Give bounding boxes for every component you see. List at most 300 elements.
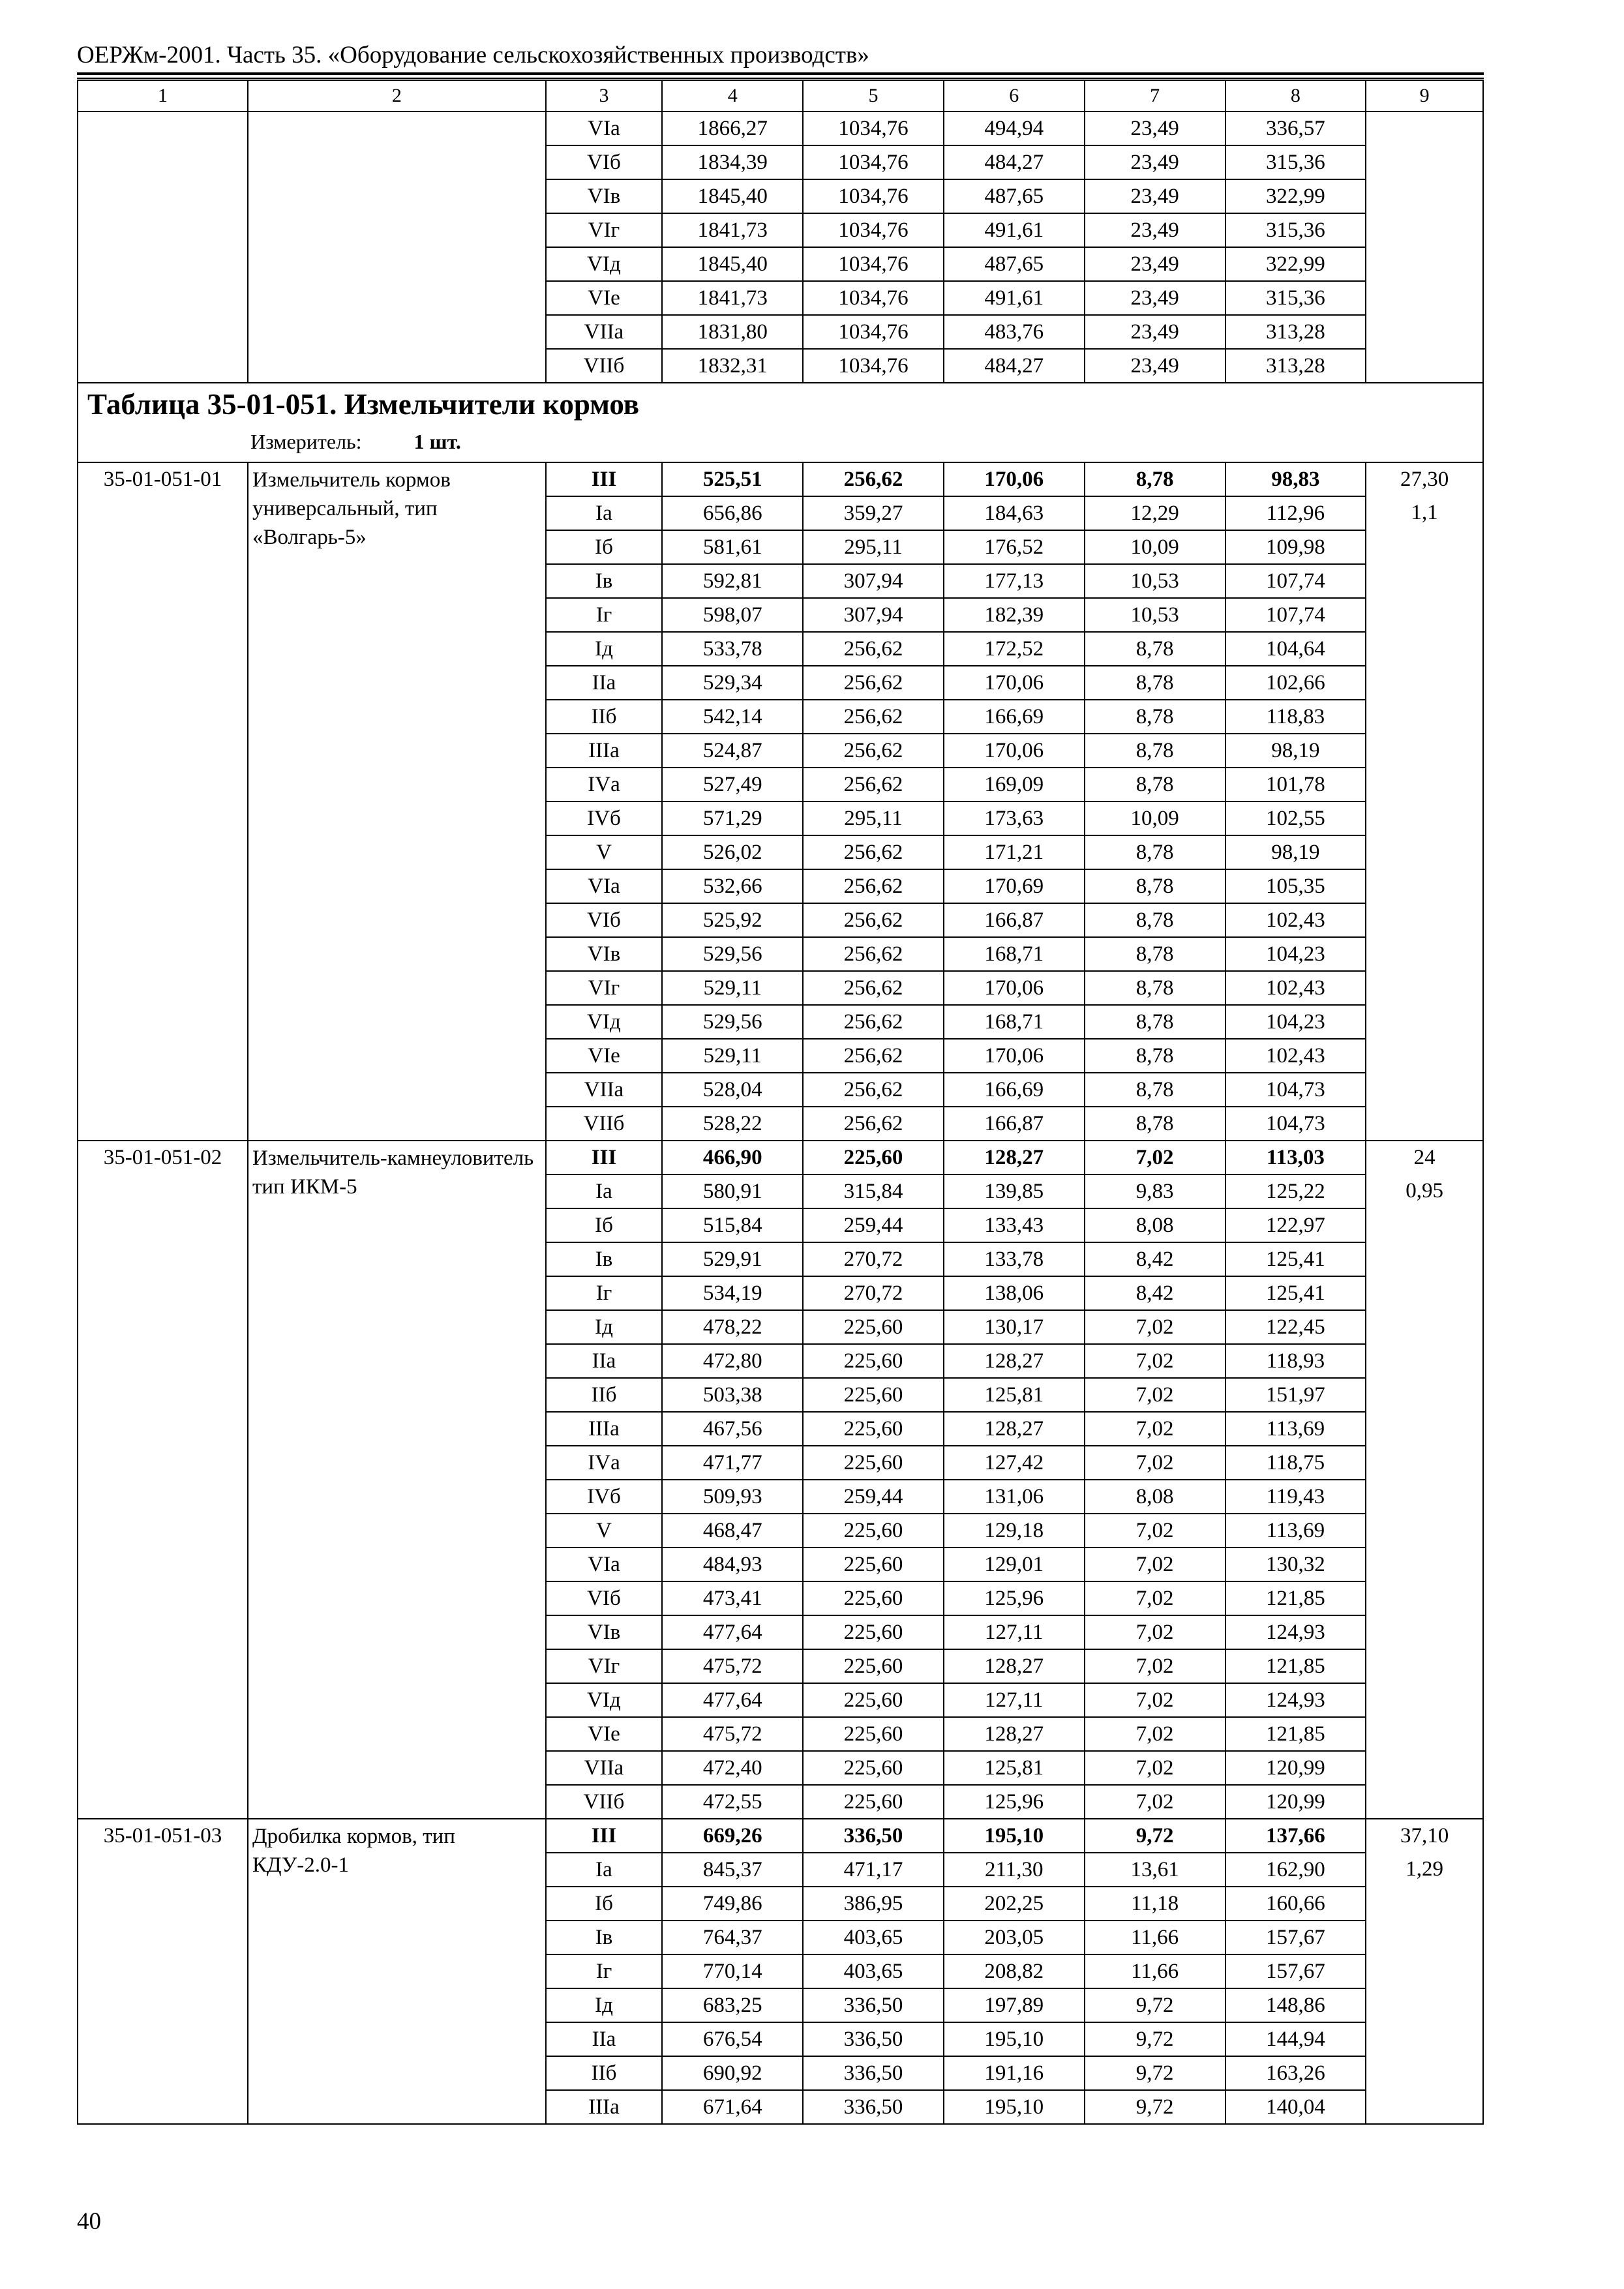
extra-value-top: 24: [1413, 1146, 1436, 1169]
name-cell: [248, 112, 546, 383]
value-cell: 130,17: [944, 1310, 1085, 1344]
value-cell: 315,36: [1226, 281, 1366, 315]
value-cell: 525,92: [662, 903, 803, 937]
value-cell: 131,06: [944, 1480, 1085, 1514]
value-cell: 259,44: [803, 1480, 944, 1514]
value-cell: 473,41: [662, 1581, 803, 1615]
value-cell: 676,54: [662, 2022, 803, 2056]
zone-cell: IIа: [546, 2022, 663, 2056]
value-cell: 102,55: [1226, 801, 1366, 835]
column-number: 8: [1226, 80, 1366, 112]
zone-cell: IIIа: [546, 734, 663, 768]
value-cell: 7,02: [1085, 1310, 1226, 1344]
zone-cell: Iб: [546, 1208, 663, 1242]
zone-cell: III: [546, 462, 663, 496]
value-cell: 256,62: [803, 666, 944, 700]
value-cell: 101,78: [1226, 768, 1366, 801]
value-cell: 322,99: [1226, 179, 1366, 213]
value-cell: 581,61: [662, 530, 803, 564]
zone-cell: VIа: [546, 112, 663, 145]
value-cell: 125,41: [1226, 1276, 1366, 1310]
value-cell: 8,78: [1085, 1005, 1226, 1039]
value-cell: 118,75: [1226, 1446, 1366, 1480]
extra-value-bottom: 0,95: [1406, 1179, 1444, 1203]
zone-cell: Iг: [546, 1954, 663, 1988]
item-name: Измельчитель кормов универсальный, тип «Волгарь-5»: [248, 462, 546, 1141]
value-cell: 671,64: [662, 2090, 803, 2124]
table-row: [78, 1819, 1483, 1853]
zone-cell: VIб: [546, 145, 663, 179]
value-cell: 118,83: [1226, 700, 1366, 734]
zone-cell: VIIа: [546, 315, 663, 349]
zone-cell: VIв: [546, 179, 663, 213]
zone-cell: VIIа: [546, 1751, 663, 1785]
item-name: Дробилка кормов, тип КДУ-2.0-1: [248, 1819, 546, 2124]
value-cell: 121,85: [1226, 1581, 1366, 1615]
zone-cell: Iв: [546, 1242, 663, 1276]
value-cell: 127,11: [944, 1683, 1085, 1717]
value-cell: 225,60: [803, 1717, 944, 1751]
zone-cell: IIб: [546, 2056, 663, 2090]
value-cell: 307,94: [803, 564, 944, 598]
value-cell: 225,60: [803, 1785, 944, 1819]
value-cell: 7,02: [1085, 1141, 1226, 1174]
value-cell: 170,06: [944, 1039, 1085, 1073]
value-cell: 1034,76: [803, 247, 944, 281]
value-cell: 7,02: [1085, 1446, 1226, 1480]
value-cell: 471,17: [803, 1853, 944, 1887]
value-cell: 195,10: [944, 2022, 1085, 2056]
value-cell: 105,35: [1226, 869, 1366, 903]
value-cell: 491,61: [944, 281, 1085, 315]
value-cell: 127,42: [944, 1446, 1085, 1480]
value-cell: 8,78: [1085, 869, 1226, 903]
value-cell: 256,62: [803, 700, 944, 734]
value-cell: 256,62: [803, 1005, 944, 1039]
value-cell: 211,30: [944, 1853, 1085, 1887]
value-cell: 168,71: [944, 937, 1085, 971]
zone-cell: VIе: [546, 1717, 663, 1751]
value-cell: 173,63: [944, 801, 1085, 835]
value-cell: 122,97: [1226, 1208, 1366, 1242]
value-cell: 580,91: [662, 1174, 803, 1208]
value-cell: 8,08: [1085, 1480, 1226, 1514]
rates-table: [77, 80, 1484, 2125]
value-cell: 256,62: [803, 632, 944, 666]
value-cell: 107,74: [1226, 598, 1366, 632]
value-cell: 151,97: [1226, 1378, 1366, 1412]
value-cell: 225,60: [803, 1141, 944, 1174]
value-cell: 472,80: [662, 1344, 803, 1378]
value-cell: 225,60: [803, 1344, 944, 1378]
value-cell: 336,50: [803, 2022, 944, 2056]
value-cell: 1834,39: [662, 145, 803, 179]
value-cell: 8,78: [1085, 835, 1226, 869]
zone-cell: Iа: [546, 496, 663, 530]
value-cell: 163,26: [1226, 2056, 1366, 2090]
value-cell: 7,02: [1085, 1514, 1226, 1548]
value-cell: 23,49: [1085, 281, 1226, 315]
value-cell: 8,08: [1085, 1208, 1226, 1242]
value-cell: 8,42: [1085, 1242, 1226, 1276]
zone-cell: IVа: [546, 1446, 663, 1480]
zone-cell: VIIб: [546, 1785, 663, 1819]
zone-cell: Iд: [546, 632, 663, 666]
value-cell: 169,09: [944, 768, 1085, 801]
value-cell: 166,69: [944, 700, 1085, 734]
value-cell: 170,06: [944, 666, 1085, 700]
value-cell: 484,27: [944, 145, 1085, 179]
value-cell: 532,66: [662, 869, 803, 903]
value-cell: 128,27: [944, 1649, 1085, 1683]
value-cell: 113,69: [1226, 1514, 1366, 1548]
value-cell: 225,60: [803, 1310, 944, 1344]
value-cell: 124,93: [1226, 1683, 1366, 1717]
value-cell: 256,62: [803, 1039, 944, 1073]
value-cell: 225,60: [803, 1514, 944, 1548]
value-cell: 503,38: [662, 1378, 803, 1412]
zone-cell: Iг: [546, 598, 663, 632]
value-cell: 125,81: [944, 1378, 1085, 1412]
column-number-row: [78, 80, 1483, 112]
column-number: 4: [662, 80, 803, 112]
value-cell: 9,72: [1085, 2090, 1226, 2124]
value-cell: 526,02: [662, 835, 803, 869]
zone-cell: IVб: [546, 1480, 663, 1514]
extra-cell: [1366, 112, 1483, 383]
value-cell: 225,60: [803, 1378, 944, 1412]
value-cell: 120,99: [1226, 1785, 1366, 1819]
extra-value-top: 37,10: [1400, 1824, 1449, 1848]
item-code: 35-01-051-02: [78, 1141, 248, 1819]
zone-cell: Iд: [546, 1988, 663, 2022]
value-cell: 528,04: [662, 1073, 803, 1107]
value-cell: 403,65: [803, 1921, 944, 1954]
value-cell: 7,02: [1085, 1581, 1226, 1615]
extra-value-bottom: 1,29: [1406, 1857, 1444, 1881]
value-cell: 104,23: [1226, 1005, 1366, 1039]
value-cell: 295,11: [803, 801, 944, 835]
value-cell: 10,53: [1085, 564, 1226, 598]
value-cell: 98,83: [1226, 462, 1366, 496]
value-cell: 770,14: [662, 1954, 803, 1988]
value-cell: 483,76: [944, 315, 1085, 349]
zone-cell: VIIб: [546, 349, 663, 383]
value-cell: 336,50: [803, 2090, 944, 2124]
value-cell: 8,78: [1085, 462, 1226, 496]
value-cell: 8,78: [1085, 700, 1226, 734]
value-cell: 669,26: [662, 1819, 803, 1853]
value-cell: 120,99: [1226, 1751, 1366, 1785]
value-cell: 256,62: [803, 971, 944, 1005]
value-cell: 11,66: [1085, 1921, 1226, 1954]
value-cell: 9,72: [1085, 2022, 1226, 2056]
value-cell: 172,52: [944, 632, 1085, 666]
value-cell: 1034,76: [803, 281, 944, 315]
value-cell: 466,90: [662, 1141, 803, 1174]
zone-cell: VIе: [546, 1039, 663, 1073]
value-cell: 9,72: [1085, 2056, 1226, 2090]
value-cell: 1841,73: [662, 281, 803, 315]
value-cell: 9,72: [1085, 1988, 1226, 2022]
value-cell: 683,25: [662, 1988, 803, 2022]
zone-cell: VIв: [546, 937, 663, 971]
value-cell: 98,19: [1226, 835, 1366, 869]
value-cell: 471,77: [662, 1446, 803, 1480]
value-cell: 533,78: [662, 632, 803, 666]
unit-line: [87, 425, 1482, 458]
value-cell: 313,28: [1226, 349, 1366, 383]
value-cell: 1866,27: [662, 112, 803, 145]
zone-cell: VIг: [546, 971, 663, 1005]
value-cell: 7,02: [1085, 1717, 1226, 1751]
zone-cell: VIг: [546, 1649, 663, 1683]
value-cell: 315,36: [1226, 145, 1366, 179]
value-cell: 98,19: [1226, 734, 1366, 768]
item-name: Измельчитель-камнеуловитель тип ИКМ-5: [248, 1141, 546, 1819]
value-cell: 313,28: [1226, 315, 1366, 349]
zone-cell: VIв: [546, 1615, 663, 1649]
table-title-cell: [78, 383, 1483, 462]
value-cell: 9,83: [1085, 1174, 1226, 1208]
value-cell: 225,60: [803, 1615, 944, 1649]
zone-cell: IIа: [546, 666, 663, 700]
table-row: [78, 462, 1483, 496]
value-cell: 8,78: [1085, 768, 1226, 801]
value-cell: 162,90: [1226, 1853, 1366, 1887]
value-cell: 472,55: [662, 1785, 803, 1819]
value-cell: 1831,80: [662, 315, 803, 349]
zone-cell: Iб: [546, 1887, 663, 1921]
value-cell: 256,62: [803, 937, 944, 971]
value-cell: 403,65: [803, 1954, 944, 1988]
value-cell: 182,39: [944, 598, 1085, 632]
value-cell: 177,13: [944, 564, 1085, 598]
value-cell: 225,60: [803, 1581, 944, 1615]
value-cell: 122,45: [1226, 1310, 1366, 1344]
value-cell: 166,87: [944, 903, 1085, 937]
value-cell: 195,10: [944, 2090, 1085, 2124]
value-cell: 102,43: [1226, 1039, 1366, 1073]
value-cell: 491,61: [944, 213, 1085, 247]
value-cell: 23,49: [1085, 179, 1226, 213]
zone-cell: IIIа: [546, 2090, 663, 2124]
zone-cell: Iв: [546, 1921, 663, 1954]
zone-cell: IIб: [546, 1378, 663, 1412]
value-cell: 656,86: [662, 496, 803, 530]
value-cell: 529,56: [662, 937, 803, 971]
value-cell: 125,41: [1226, 1242, 1366, 1276]
value-cell: 23,49: [1085, 112, 1226, 145]
zone-cell: Iа: [546, 1853, 663, 1887]
zone-cell: Iв: [546, 564, 663, 598]
value-cell: 529,56: [662, 1005, 803, 1039]
value-cell: 336,50: [803, 2056, 944, 2090]
value-cell: 315,36: [1226, 213, 1366, 247]
value-cell: 534,19: [662, 1276, 803, 1310]
value-cell: 170,06: [944, 462, 1085, 496]
value-cell: 8,78: [1085, 903, 1226, 937]
value-cell: 1034,76: [803, 213, 944, 247]
value-cell: 528,22: [662, 1107, 803, 1141]
value-cell: 125,81: [944, 1751, 1085, 1785]
zone-cell: III: [546, 1819, 663, 1853]
column-number: 6: [944, 80, 1085, 112]
value-cell: 102,43: [1226, 903, 1366, 937]
value-cell: 7,02: [1085, 1649, 1226, 1683]
value-cell: 1034,76: [803, 112, 944, 145]
item-code: 35-01-051-03: [78, 1819, 248, 2124]
value-cell: 144,94: [1226, 2022, 1366, 2056]
value-cell: 125,22: [1226, 1174, 1366, 1208]
value-cell: 9,72: [1085, 1819, 1226, 1853]
extra-value-bottom: 1,1: [1411, 501, 1438, 524]
value-cell: 121,85: [1226, 1717, 1366, 1751]
value-cell: 125,96: [944, 1785, 1085, 1819]
value-cell: 130,32: [1226, 1548, 1366, 1581]
value-cell: 749,86: [662, 1887, 803, 1921]
zone-cell: Iб: [546, 530, 663, 564]
value-cell: 225,60: [803, 1412, 944, 1446]
value-cell: 208,82: [944, 1954, 1085, 1988]
value-cell: 10,53: [1085, 598, 1226, 632]
value-cell: 475,72: [662, 1717, 803, 1751]
value-cell: 845,37: [662, 1853, 803, 1887]
value-cell: 102,66: [1226, 666, 1366, 700]
value-cell: 225,60: [803, 1649, 944, 1683]
value-cell: 127,11: [944, 1615, 1085, 1649]
value-cell: 270,72: [803, 1242, 944, 1276]
value-cell: 139,85: [944, 1174, 1085, 1208]
value-cell: 256,62: [803, 869, 944, 903]
value-cell: 129,01: [944, 1548, 1085, 1581]
value-cell: 336,50: [803, 1988, 944, 2022]
item-extra: [1366, 1141, 1483, 1819]
value-cell: 484,93: [662, 1548, 803, 1581]
zone-cell: IVа: [546, 768, 663, 801]
zone-cell: III: [546, 1141, 663, 1174]
zone-cell: IVб: [546, 801, 663, 835]
table-row: [78, 112, 1483, 145]
value-cell: 7,02: [1085, 1412, 1226, 1446]
zone-cell: IIа: [546, 1344, 663, 1378]
value-cell: 137,66: [1226, 1819, 1366, 1853]
running-header: ОЕРЖм-2001. Часть 35. «Оборудование сельскохозяйственных производств»: [77, 42, 869, 68]
item-extra: [1366, 462, 1483, 1141]
value-cell: 133,78: [944, 1242, 1085, 1276]
value-cell: 160,66: [1226, 1887, 1366, 1921]
value-cell: 202,25: [944, 1887, 1085, 1921]
value-cell: 472,40: [662, 1751, 803, 1785]
value-cell: 764,37: [662, 1921, 803, 1954]
value-cell: 124,93: [1226, 1615, 1366, 1649]
value-cell: 527,49: [662, 768, 803, 801]
rates-table-body: [78, 80, 1483, 2124]
value-cell: 109,98: [1226, 530, 1366, 564]
value-cell: 107,74: [1226, 564, 1366, 598]
value-cell: 8,78: [1085, 1039, 1226, 1073]
value-cell: 494,94: [944, 112, 1085, 145]
zone-cell: VIд: [546, 247, 663, 281]
zone-cell: V: [546, 835, 663, 869]
value-cell: 104,23: [1226, 937, 1366, 971]
value-cell: 125,96: [944, 1581, 1085, 1615]
value-cell: 23,49: [1085, 247, 1226, 281]
value-cell: 315,84: [803, 1174, 944, 1208]
value-cell: 176,52: [944, 530, 1085, 564]
value-cell: 157,67: [1226, 1921, 1366, 1954]
value-cell: 256,62: [803, 768, 944, 801]
value-cell: 1845,40: [662, 179, 803, 213]
value-cell: 10,09: [1085, 801, 1226, 835]
value-cell: 467,56: [662, 1412, 803, 1446]
value-cell: 690,92: [662, 2056, 803, 2090]
value-cell: 525,51: [662, 462, 803, 496]
value-cell: 259,44: [803, 1208, 944, 1242]
value-cell: 524,87: [662, 734, 803, 768]
value-cell: 148,86: [1226, 1988, 1366, 2022]
value-cell: 8,78: [1085, 632, 1226, 666]
value-cell: 121,85: [1226, 1649, 1366, 1683]
value-cell: 191,16: [944, 2056, 1085, 2090]
unit-label: Измеритель:: [250, 430, 362, 453]
value-cell: 10,09: [1085, 530, 1226, 564]
value-cell: 23,49: [1085, 349, 1226, 383]
value-cell: 195,10: [944, 1819, 1085, 1853]
value-cell: 7,02: [1085, 1751, 1226, 1785]
header-rule-thin: [77, 78, 1484, 79]
value-cell: 7,02: [1085, 1615, 1226, 1649]
value-cell: 256,62: [803, 1073, 944, 1107]
zone-cell: VIа: [546, 869, 663, 903]
value-cell: 336,50: [803, 1819, 944, 1853]
value-cell: 1034,76: [803, 179, 944, 213]
table-row: [78, 1141, 1483, 1174]
zone-cell: VIе: [546, 281, 663, 315]
value-cell: 140,04: [1226, 2090, 1366, 2124]
value-cell: 11,66: [1085, 1954, 1226, 1988]
table-title-row: [78, 383, 1483, 462]
value-cell: 128,27: [944, 1717, 1085, 1751]
item-code: 35-01-051-01: [78, 462, 248, 1141]
value-cell: 1034,76: [803, 349, 944, 383]
value-cell: 1845,40: [662, 247, 803, 281]
value-cell: 477,64: [662, 1615, 803, 1649]
value-cell: 256,62: [803, 462, 944, 496]
value-cell: 8,78: [1085, 971, 1226, 1005]
zone-cell: VIа: [546, 1548, 663, 1581]
value-cell: 7,02: [1085, 1785, 1226, 1819]
value-cell: 475,72: [662, 1649, 803, 1683]
value-cell: 23,49: [1085, 213, 1226, 247]
value-cell: 7,02: [1085, 1548, 1226, 1581]
zone-cell: VIIб: [546, 1107, 663, 1141]
value-cell: 128,27: [944, 1412, 1085, 1446]
value-cell: 1034,76: [803, 315, 944, 349]
value-cell: 113,03: [1226, 1141, 1366, 1174]
column-number: 2: [248, 80, 546, 112]
value-cell: 322,99: [1226, 247, 1366, 281]
value-cell: 7,02: [1085, 1344, 1226, 1378]
zone-cell: VIб: [546, 1581, 663, 1615]
zone-cell: IIIа: [546, 1412, 663, 1446]
value-cell: 8,78: [1085, 1107, 1226, 1141]
value-cell: 8,78: [1085, 937, 1226, 971]
table-title: Таблица 35-01-051. Измельчители кормов: [87, 388, 640, 421]
value-cell: 168,71: [944, 1005, 1085, 1039]
value-cell: 104,73: [1226, 1073, 1366, 1107]
value-cell: 23,49: [1085, 315, 1226, 349]
